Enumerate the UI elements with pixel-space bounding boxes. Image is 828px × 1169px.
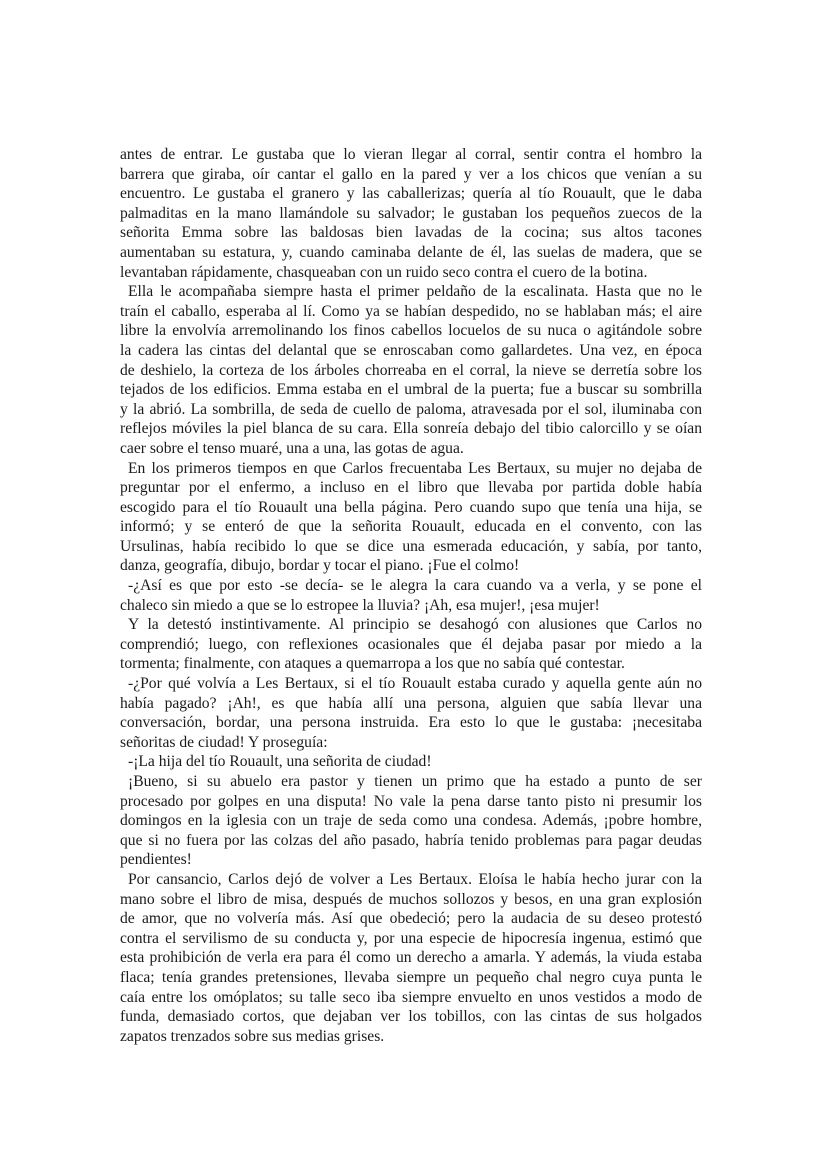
text-line: encuentro. Le gustaba el granero y las caballerizas; quería al tío Rouault, que le daba bbox=[120, 185, 702, 203]
text-line: flaca; tenía grandes pretensiones, llevaba siempre un pequeño chal negro cuya punta le bbox=[120, 968, 702, 986]
text-line: libre la envolvía arremolinando los finos cabellos locuelos de su nuca o agitándole sobre bbox=[120, 322, 702, 340]
text-line: informó; y se enteró de que la señorita Rouault, educada en el convento, con las bbox=[120, 518, 702, 536]
text-line: ¡Bueno, si su abuelo era pastor y tienen un primo que ha estado a punto de ser bbox=[128, 773, 702, 790]
paragraph bbox=[120, 772, 702, 870]
text-line: danza, geografía, dibujo, bordar y tocar el piano. ¡Fue el colmo! bbox=[120, 557, 520, 575]
text-line: -¿Por qué volvía a Les Bertaux, si el tío Rouault estaba curado y aquella gente aún no bbox=[128, 675, 702, 693]
paragraph bbox=[120, 459, 702, 577]
text-line: de deshielo, la corteza de los árboles chorreaba en el corral, la nieve se derretía sobre los bbox=[120, 361, 702, 379]
text-line: señorita Emma sobre las baldosas bien lavadas de la cocina; sus altos tacones bbox=[120, 224, 702, 242]
text-line: y la abrió. La sombrilla, de seda de cuello de paloma, atravesada por el sol, iluminaba con bbox=[120, 400, 702, 418]
text-line: preguntar por el enfermo, a incluso en el libro que llevaba por partida doble había bbox=[120, 479, 702, 497]
text-line: aumentaban su estatura, y, cuando caminaba delante de él, las suelas de madera, que se bbox=[120, 243, 702, 261]
text-line: barrera que giraba, oír cantar el gallo en la pared y ver a los chicos que venían a su bbox=[120, 165, 702, 183]
text-line: que si no fuera por las colzas del año pasado, habría tenido problemas para pagar deudas bbox=[120, 831, 702, 849]
text-line: esta prohibición de verla era para él como un derecho a amarla. Y además, la viuda estaba bbox=[120, 949, 702, 967]
text-line: traín el caballo, esperaba al lí. Como ya se habían despedido, no se hablaban más; el aire bbox=[120, 302, 702, 320]
text-line: escogido para el tío Rouault una bella página. Pero cuando supo que tenía una hija, se bbox=[120, 498, 702, 516]
text-line: caer sobre el tenso muaré, una a una, las gotas de agua. bbox=[120, 439, 464, 457]
text-line: de amor, que no volvería más. Así que obedeció; pero la audacia de su deseo protestó bbox=[120, 910, 702, 928]
text-line: procesado por golpes en una disputa! No vale la pena darse tanto pisto ni presumir los bbox=[120, 792, 702, 810]
paragraph bbox=[120, 145, 702, 282]
text-line: domingos en la iglesia con un traje de seda como una condesa. Además, ¡pobre hombre, bbox=[120, 812, 702, 830]
text-line: Y la detestó instintivamente. Al principio se desahogó con alusiones que Carlos no bbox=[128, 616, 702, 634]
text-line: chaleco sin miedo a que se lo estropee la lluvia? ¡Ah, esa mujer!, ¡esa mujer! bbox=[120, 596, 600, 614]
text-line: Ursulinas, había recibido lo que se dice una esmerada educación, y sabía, por tanto, bbox=[120, 537, 702, 555]
text-line: antes de entrar. Le gustaba que lo vieran llegar al corral, sentir contra el hombro la bbox=[120, 146, 702, 163]
text-line: señoritas de ciudad! Y proseguía: bbox=[120, 733, 328, 751]
paragraph bbox=[120, 870, 702, 1046]
text-line: conversación, bordar, una persona instruida. Era esto lo que le gustaba: ¡necesitaba bbox=[120, 714, 702, 732]
text-line: En los primeros tiempos en que Carlos frecuentaba Les Bertaux, su mujer no dejaba de bbox=[128, 459, 702, 477]
text-line: Por cansancio, Carlos dejó de volver a Les Bertaux. Eloísa le había hecho jurar con la bbox=[128, 870, 702, 888]
text-line: comprendió; luego, con reflexiones ocasionales que él dejaba pasar por miedo a la bbox=[120, 635, 702, 653]
text-line: había pagado? ¡Ah!, es que había allí una persona, alguien que sabía llevar una bbox=[120, 694, 702, 712]
text-line: la cadera las cintas del delantal que se enroscaban como gallardetes. Una vez, en época bbox=[120, 341, 702, 359]
text-line: levantaban rápidamente, chasqueaban con un ruido seco contra el cuero de la botina. bbox=[120, 263, 648, 281]
text-line: Ella le acompañaba siempre hasta el primer peldaño de la escalinata. Hasta que no le bbox=[128, 283, 702, 301]
paragraph bbox=[120, 615, 702, 674]
text-line: pendientes! bbox=[120, 851, 192, 869]
paragraph bbox=[120, 282, 702, 458]
text-line: contra el servilismo de su conducta y, por una especie de hipocresía ingenua, estimó que bbox=[120, 929, 702, 947]
text-line: reflejos móviles la piel blanca de su cara. Ella sonreía debajo del tibio calorcillo y se oían bbox=[120, 420, 702, 438]
text-line: -¿Así es que por esto -se decía- se le alegra la cara cuando va a verla, y se pone el bbox=[128, 577, 702, 595]
text-line: tormenta; finalmente, con ataques a quemarropa a los que no sabía qué contestar. bbox=[120, 655, 625, 673]
paragraph bbox=[120, 576, 702, 615]
text-line: caía entre los omóplatos; su talle seco iba siempre envuelto en unos vestidos a modo de bbox=[120, 988, 702, 1006]
paragraph bbox=[120, 752, 702, 772]
text-line: zapatos trenzados sobre sus medias grises. bbox=[120, 1027, 385, 1045]
text-line: mano sobre el libro de misa, después de muchos sollozos y besos, en una gran explosión bbox=[120, 890, 702, 908]
text-line: funda, demasiado cortos, que dejaban ver los tobillos, con las cintas de sus holgados bbox=[120, 1008, 702, 1026]
paragraph bbox=[120, 674, 702, 752]
text-line: -¡La hija del tío Rouault, una señorita de ciudad! bbox=[128, 753, 432, 771]
text-line: palmaditas en la mano llamándole su salvador; le gustaban los pequeños zuecos de la bbox=[120, 204, 702, 222]
document-page bbox=[120, 145, 702, 1046]
text-line: tejados de los edificios. Emma estaba en el umbral de la puerta; fue a buscar su sombrilla bbox=[120, 381, 702, 399]
